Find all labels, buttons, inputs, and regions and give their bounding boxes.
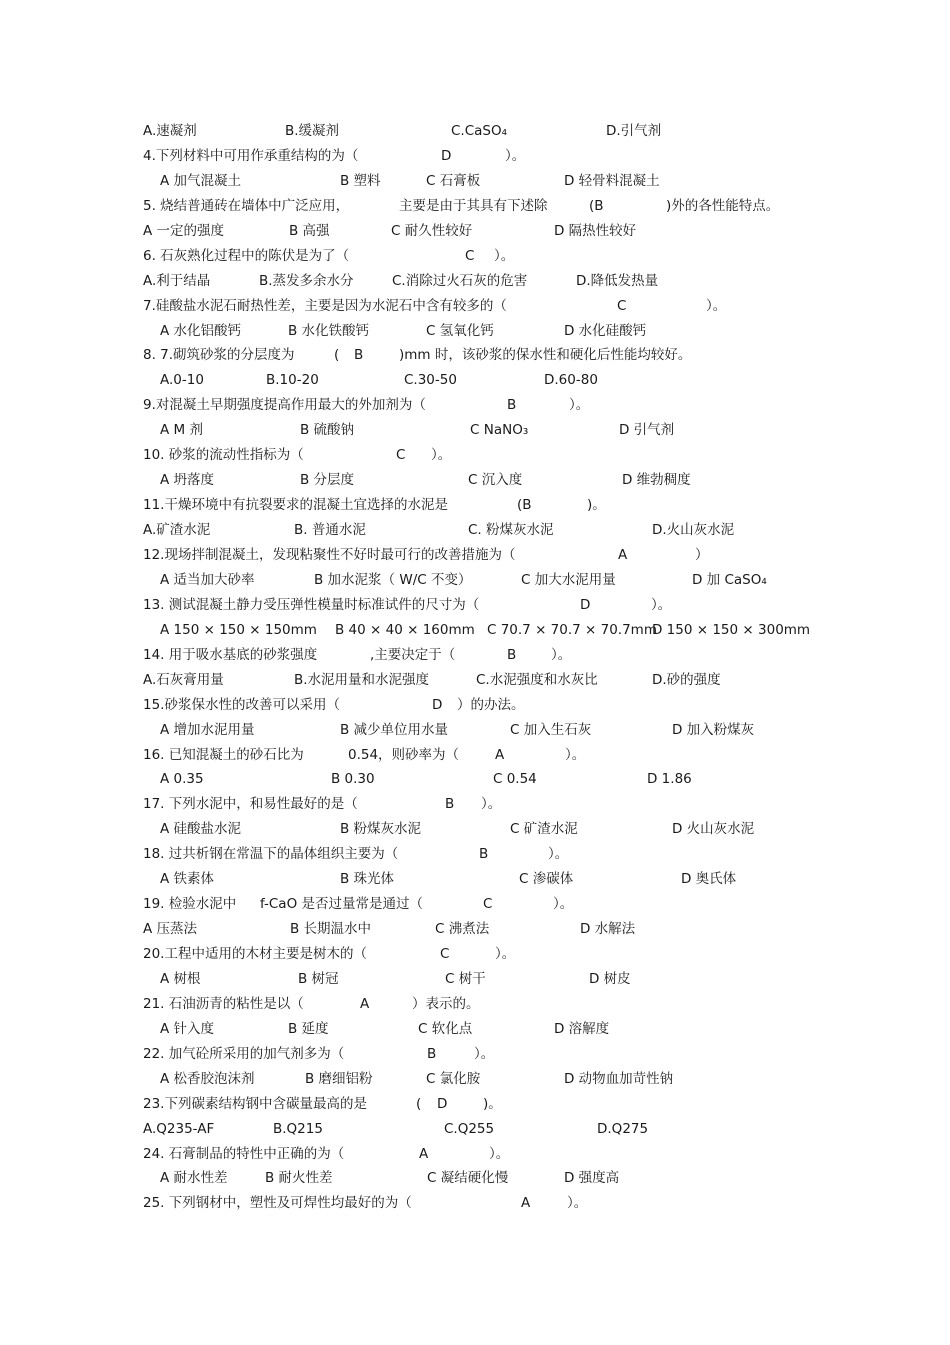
text-segment: B 长期温水中 bbox=[290, 921, 372, 938]
text-segment: A 树根 bbox=[160, 970, 201, 987]
text-segment: B.水泥用量和水泥强度 bbox=[294, 671, 430, 688]
text-segment: ）。 bbox=[495, 946, 516, 963]
text-segment: )。 bbox=[483, 1095, 502, 1112]
text-segment: A 松香胶泡沫剂 bbox=[160, 1070, 255, 1087]
text-segment: B 硫酸钠 bbox=[300, 422, 355, 439]
text-segment: 11.干燥环境中有抗裂要求的混凝土宜选择的水泥是 bbox=[143, 497, 448, 514]
text-segment: 25. 下列钢材中，塑性及可焊性均最好的为（ bbox=[143, 1195, 412, 1212]
text-segment: B 树冠 bbox=[298, 970, 339, 987]
text-segment: D 动物血加苛性钠 bbox=[564, 1070, 674, 1087]
text-line bbox=[143, 868, 933, 890]
text-segment: 0.54，则砂率为（ bbox=[348, 746, 460, 763]
text-line bbox=[143, 768, 933, 790]
text-segment: C 氢氧化钙 bbox=[426, 322, 494, 339]
text-segment: A bbox=[495, 746, 505, 763]
text-segment: D 加入粉煤灰 bbox=[672, 721, 755, 738]
text-segment: A 150 × 150 × 150mm bbox=[160, 621, 317, 638]
text-segment: B 塑料 bbox=[340, 172, 381, 189]
text-segment: B.缓凝剂 bbox=[285, 123, 340, 139]
text-segment: B.蒸发多余水分 bbox=[259, 272, 354, 289]
text-segment: B 粉煤灰水泥 bbox=[340, 821, 422, 838]
text-segment: ）。 bbox=[474, 1045, 495, 1062]
text-segment: 12.现场拌制混凝土，发现粘聚性不好时最可行的改善措施为（ bbox=[143, 546, 516, 563]
text-segment: 6. 石灰熟化过程中的陈伏是为了（ bbox=[143, 247, 350, 264]
text-segment: B 延度 bbox=[288, 1020, 329, 1037]
text-segment: B 高强 bbox=[289, 222, 330, 239]
text-segment: ）。 bbox=[553, 896, 574, 913]
text-segment: ） bbox=[695, 546, 709, 563]
text-line bbox=[143, 893, 933, 915]
text-segment: C 渗碳体 bbox=[519, 871, 574, 888]
text-segment: D 轻骨料混凝土 bbox=[564, 172, 660, 189]
text-segment: C.CaSO₄ bbox=[451, 123, 508, 139]
text-segment: C bbox=[483, 896, 493, 913]
text-segment: A 坍落度 bbox=[160, 472, 215, 489]
text-segment: A 水化铝酸钙 bbox=[160, 322, 242, 339]
text-segment: 16. 已知混凝土的砂石比为 bbox=[143, 746, 304, 763]
text-segment: D 1.86 bbox=[647, 771, 692, 788]
text-segment: D 隔热性较好 bbox=[554, 222, 637, 239]
text-segment: D 强度高 bbox=[564, 1170, 620, 1187]
text-segment: C.Q255 bbox=[444, 1120, 495, 1137]
text-segment: 13. 测试混凝土静力受压弹性模量时标准试件的尺寸为（ bbox=[143, 596, 480, 613]
text-segment: ( bbox=[334, 347, 340, 364]
text-segment: ）。 bbox=[505, 147, 526, 164]
text-line bbox=[143, 619, 933, 641]
text-segment: B. 普通水泥 bbox=[294, 522, 366, 539]
text-segment: ）。 bbox=[651, 596, 672, 613]
text-line bbox=[143, 469, 933, 491]
text-segment: A 一定的强度 bbox=[143, 222, 225, 239]
text-segment: A 增加水泥用量 bbox=[160, 721, 255, 738]
text-segment: B 水化铁酸钙 bbox=[288, 322, 370, 339]
text-segment: A.0-10 bbox=[160, 372, 204, 389]
text-segment: A 铁素体 bbox=[160, 871, 215, 888]
text-segment: C.30-50 bbox=[404, 372, 457, 389]
text-segment: A 硅酸盐水泥 bbox=[160, 821, 242, 838]
text-line bbox=[143, 444, 933, 466]
text-line bbox=[143, 1018, 933, 1040]
text-segment: (B bbox=[589, 197, 604, 214]
text-segment: B.10-20 bbox=[266, 372, 319, 389]
text-segment: C 沉入度 bbox=[468, 472, 523, 489]
text-line bbox=[143, 344, 933, 366]
text-segment: B 加水泥浆（ W/C 不变） bbox=[314, 571, 472, 588]
text-segment: D.火山灰水泥 bbox=[652, 522, 735, 539]
text-segment: )mm 时，该砂浆的保水性和硬化后性能均较好。 bbox=[399, 347, 692, 364]
text-segment: A.利于结晶 bbox=[143, 272, 211, 289]
text-line bbox=[143, 145, 933, 167]
text-line bbox=[143, 1093, 933, 1115]
text-segment: D 火山灰水泥 bbox=[672, 821, 755, 838]
text-segment: D bbox=[580, 596, 591, 613]
text-segment: B bbox=[507, 397, 517, 414]
text-segment: ）。 bbox=[481, 796, 502, 813]
text-segment: 4.下列材料中可用作承重结构的为（ bbox=[143, 147, 359, 164]
text-line bbox=[143, 1043, 933, 1065]
text-line bbox=[143, 419, 933, 441]
text-segment: 7.硅酸盐水泥石耐热性差，主要是因为水泥石中含有较多的（ bbox=[143, 297, 507, 314]
text-segment: D bbox=[441, 147, 452, 164]
text-segment: ）。 bbox=[569, 397, 590, 414]
text-line bbox=[143, 968, 933, 990]
text-line bbox=[143, 170, 933, 192]
text-segment: A 耐水性差 bbox=[160, 1170, 228, 1187]
text-segment: A.矿渣水泥 bbox=[143, 522, 211, 539]
text-segment: D 溶解度 bbox=[554, 1020, 610, 1037]
text-segment: B 分层度 bbox=[300, 472, 355, 489]
text-segment: ）。 bbox=[551, 646, 572, 663]
text-segment: C 矿渣水泥 bbox=[510, 821, 578, 838]
text-segment: C 软化点 bbox=[418, 1020, 473, 1037]
text-line bbox=[143, 120, 933, 142]
text-segment: 9.对混凝土早期强度提高作用最大的外加剂为（ bbox=[143, 397, 426, 414]
text-segment: C. 粉煤灰水泥 bbox=[468, 522, 554, 539]
text-line bbox=[143, 195, 933, 217]
text-segment: A.Q235-AF bbox=[143, 1120, 215, 1137]
text-line bbox=[143, 818, 933, 840]
text-segment: ）表示的。 bbox=[412, 995, 480, 1012]
text-line bbox=[143, 1167, 933, 1189]
text-segment: ）。 bbox=[565, 746, 586, 763]
text-segment: ）的办法。 bbox=[457, 696, 525, 713]
text-segment: D.Q275 bbox=[597, 1120, 649, 1137]
text-segment: D 水化硅酸钙 bbox=[564, 322, 647, 339]
text-segment: C bbox=[396, 447, 406, 464]
text-segment: C.消除过火石灰的危害 bbox=[392, 272, 528, 289]
text-segment: ）。 bbox=[494, 247, 515, 264]
text-segment: C 0.54 bbox=[493, 771, 537, 788]
text-segment: C 树干 bbox=[445, 970, 486, 987]
text-segment: D.引气剂 bbox=[606, 123, 662, 139]
text-segment: A bbox=[618, 546, 628, 563]
text-line bbox=[143, 1143, 933, 1165]
text-segment: D bbox=[432, 696, 443, 713]
text-line bbox=[143, 394, 933, 416]
text-segment: 17. 下列水泥中，和易性最好的是（ bbox=[143, 796, 358, 813]
text-segment: 22. 加气砼所采用的加气剂多为（ bbox=[143, 1045, 345, 1062]
text-segment: A 适当加大砂率 bbox=[160, 571, 255, 588]
text-line bbox=[143, 669, 933, 691]
text-segment: C 沸煮法 bbox=[435, 921, 490, 938]
text-segment: A 针入度 bbox=[160, 1020, 215, 1037]
text-segment: C.水泥强度和水灰比 bbox=[476, 671, 598, 688]
text-line bbox=[143, 943, 933, 965]
text-segment: C 加入生石灰 bbox=[510, 721, 592, 738]
text-segment: A 0.35 bbox=[160, 771, 204, 788]
text-segment: 14. 用于吸水基底的砂浆强度 bbox=[143, 646, 318, 663]
text-segment: C 凝结硬化慢 bbox=[427, 1170, 509, 1187]
text-segment: C 氯化胺 bbox=[426, 1070, 481, 1087]
text-segment: D.60-80 bbox=[544, 372, 598, 389]
text-segment: B 减少单位用水量 bbox=[340, 721, 449, 738]
text-segment: ）。 bbox=[431, 447, 452, 464]
text-segment: B.Q215 bbox=[273, 1120, 323, 1137]
text-segment: D 维勃稠度 bbox=[622, 472, 691, 489]
text-segment: A.石灰膏用量 bbox=[143, 671, 224, 688]
text-segment: B 磨细铝粉 bbox=[305, 1070, 373, 1087]
text-line bbox=[143, 494, 933, 516]
text-segment: 23.下列碳素结构钢中含碳量最高的是 bbox=[143, 1095, 367, 1112]
text-segment: ）。 bbox=[567, 1195, 588, 1212]
text-line bbox=[143, 744, 933, 766]
text-segment: ）。 bbox=[548, 846, 569, 863]
text-line bbox=[143, 843, 933, 865]
text-line bbox=[143, 270, 933, 292]
text-segment: 19. 检验水泥中 bbox=[143, 896, 237, 913]
text-segment: )外的各性能特点。 bbox=[666, 197, 780, 214]
text-segment: C bbox=[617, 297, 627, 314]
text-segment: B 0.30 bbox=[331, 771, 375, 788]
text-segment: ）。 bbox=[706, 297, 727, 314]
text-line bbox=[143, 220, 933, 242]
text-segment: A 加气混凝土 bbox=[160, 172, 242, 189]
text-segment: ,主要决定于（ bbox=[370, 646, 456, 663]
text-segment: A bbox=[521, 1195, 531, 1212]
text-segment: 8. 7.砌筑砂浆的分层度为 bbox=[143, 347, 295, 364]
text-segment: 20.工程中适用的木材主要是树木的（ bbox=[143, 946, 367, 963]
text-segment: B bbox=[507, 646, 517, 663]
text-segment: A bbox=[360, 995, 370, 1012]
text-line bbox=[143, 793, 933, 815]
text-segment: C bbox=[465, 247, 475, 264]
text-segment: C 耐久性较好 bbox=[391, 222, 473, 239]
text-segment: B 40 × 40 × 160mm bbox=[335, 621, 475, 638]
text-segment: D 树皮 bbox=[589, 970, 631, 987]
text-line bbox=[143, 694, 933, 716]
text-segment: )。 bbox=[587, 497, 606, 514]
text-segment: f-CaO 是否过量常是通过（ bbox=[260, 896, 424, 913]
text-segment: A 压蒸法 bbox=[143, 921, 198, 938]
text-segment: D.砂的强度 bbox=[652, 671, 721, 688]
text-segment: B bbox=[445, 796, 455, 813]
text-segment: D 加 CaSO₄ bbox=[692, 571, 767, 588]
text-segment: B bbox=[427, 1045, 437, 1062]
text-segment: C 70.7 × 70.7 × 70.7mm bbox=[487, 621, 657, 638]
text-line bbox=[143, 1068, 933, 1090]
text-segment: ）。 bbox=[489, 1145, 510, 1162]
text-segment: 主要是由于其具有下述除 bbox=[399, 197, 548, 214]
text-segment: B 耐火性差 bbox=[265, 1170, 333, 1187]
text-segment: D 水解法 bbox=[580, 921, 636, 938]
text-line bbox=[143, 1118, 933, 1140]
text-line bbox=[143, 918, 933, 940]
text-segment: D bbox=[437, 1095, 448, 1112]
text-segment: D 150 × 150 × 300mm bbox=[652, 621, 811, 638]
text-segment: B 珠光体 bbox=[340, 871, 395, 888]
text-segment: ( bbox=[416, 1095, 422, 1112]
text-line bbox=[143, 245, 933, 267]
text-line bbox=[143, 519, 933, 541]
text-segment: C 石膏板 bbox=[426, 172, 481, 189]
text-segment: D 引气剂 bbox=[619, 422, 675, 439]
text-segment: D.降低发热量 bbox=[576, 272, 659, 289]
text-segment: B bbox=[354, 347, 364, 364]
text-segment: C 加大水泥用量 bbox=[521, 571, 616, 588]
text-segment: A bbox=[419, 1145, 429, 1162]
text-line bbox=[143, 320, 933, 342]
text-line bbox=[143, 993, 933, 1015]
text-segment: 10. 砂浆的流动性指标为（ bbox=[143, 447, 304, 464]
text-segment: 24. 石膏制品的特性中正确的为（ bbox=[143, 1145, 345, 1162]
text-line bbox=[143, 295, 933, 317]
text-segment: B bbox=[479, 846, 489, 863]
text-segment: C bbox=[440, 946, 450, 963]
text-segment: 15.砂浆保水性的改善可以采用（ bbox=[143, 696, 340, 713]
text-segment: A M 剂 bbox=[160, 422, 203, 439]
text-line bbox=[143, 594, 933, 616]
text-line bbox=[143, 644, 933, 666]
text-line bbox=[143, 544, 933, 566]
text-segment: A.速凝剂 bbox=[143, 123, 197, 139]
text-segment: 21. 石油沥青的粘性是以（ bbox=[143, 995, 304, 1012]
text-segment: (B bbox=[517, 497, 532, 514]
text-line bbox=[143, 719, 933, 741]
text-line bbox=[143, 569, 933, 591]
text-segment: D 奥氏体 bbox=[681, 871, 737, 888]
text-segment: C NaNO₃ bbox=[470, 422, 529, 439]
text-segment: 5. 烧结普通砖在墙体中广泛应用， bbox=[143, 197, 350, 214]
text-line bbox=[143, 369, 933, 391]
text-line bbox=[143, 1192, 933, 1214]
text-segment: 18. 过共析钢在常温下的晶体组织主要为（ bbox=[143, 846, 399, 863]
